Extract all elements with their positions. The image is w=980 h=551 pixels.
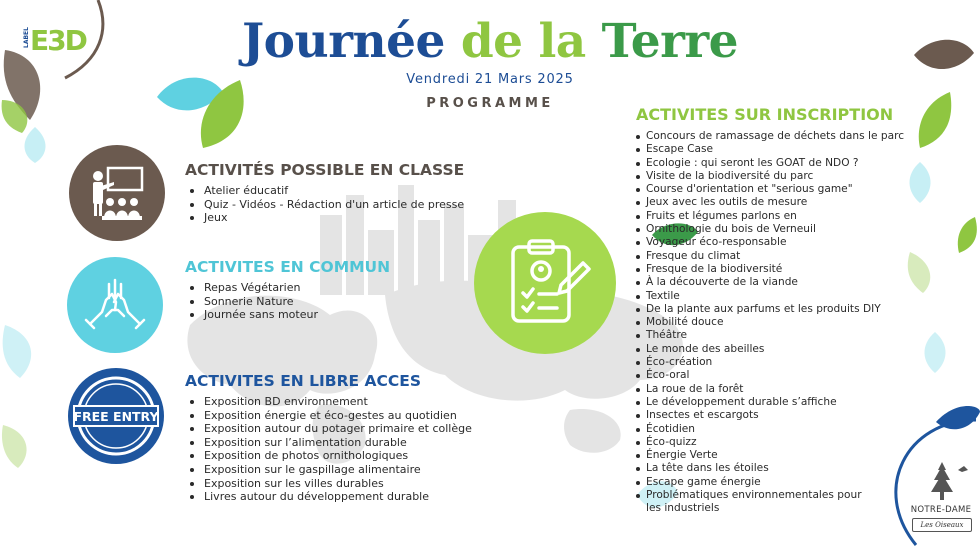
list-item: Théâtre <box>636 329 904 342</box>
list-item: Éco-quizz <box>636 436 904 449</box>
list-item: Textile <box>636 290 904 303</box>
programme-heading: PROGRAMME <box>426 96 554 111</box>
list-item: Exposition sur les villes durables <box>185 477 472 491</box>
title-journee: Journée <box>241 14 445 69</box>
list-item: Exposition énergie et éco-gestes au quotidien <box>185 409 472 423</box>
leaf-decoration-icon <box>955 215 980 255</box>
logo-mark-text: E3D <box>30 24 86 54</box>
list-item: Exposition autour du potager primaire et collège <box>185 422 472 436</box>
section-classe-title: ACTIVITÉS POSSIBLE EN CLASSE <box>185 161 465 179</box>
classroom-teacher-icon <box>86 162 148 224</box>
list-item: Écotidien <box>636 423 904 436</box>
list-item: Insectes et escargots <box>636 409 904 422</box>
list-item: Éco-création <box>636 356 904 369</box>
section-classe <box>185 161 464 225</box>
event-date: Vendredi 21 Mars 2025 <box>406 72 574 87</box>
list-item: Repas Végétarien <box>185 281 390 295</box>
list-item: Problématiques environnementales pour les industriels <box>636 489 878 516</box>
leaf-decoration-icon <box>905 250 935 295</box>
section-commun <box>185 258 390 322</box>
list-item: Jeux avec les outils de mesure <box>636 196 904 209</box>
section-libre-title: ACTIVITES EN LIBRE ACCES <box>185 372 422 390</box>
joined-hands-icon <box>82 272 148 338</box>
list-item: Exposition BD environnement <box>185 395 472 409</box>
list-item: Course d'orientation et "serious game" <box>636 183 904 196</box>
list-item: Escape Case <box>636 143 904 156</box>
section-inscription-list <box>636 130 904 516</box>
list-item: Fresque de la biodiversité <box>636 263 904 276</box>
list-item: Le développement durable s’affiche <box>636 396 904 409</box>
section-classe-list <box>185 184 464 225</box>
list-item: Exposition sur le gaspillage alimentaire <box>185 463 472 477</box>
list-item: Livres autour du développement durable <box>185 490 472 504</box>
title-terre: Terre <box>601 14 739 69</box>
list-item: Énergie Verte <box>636 449 904 462</box>
list-item: Jeux <box>185 211 464 225</box>
list-item: Escape game énergie <box>636 476 904 489</box>
clipboard-checklist-icon <box>495 233 595 333</box>
list-item: De la plante aux parfums et les produits DIY <box>636 303 904 316</box>
leaf-decoration-icon <box>0 420 35 470</box>
classroom-circle <box>69 145 165 241</box>
section-libre <box>185 372 472 504</box>
free-entry-stamp-icon <box>68 368 164 464</box>
list-item: Journée sans moteur <box>185 308 390 322</box>
list-item: Atelier éducatif <box>185 184 464 198</box>
free-entry-text: FREE ENTRY <box>73 409 159 424</box>
list-item: Visite de la biodiversité du parc <box>636 170 904 183</box>
leaf-decoration-icon <box>20 125 50 165</box>
list-item: Exposition de photos ornithologiques <box>185 449 472 463</box>
leaf-decoration-icon <box>0 320 40 380</box>
page-title <box>0 12 980 72</box>
list-item: Voyageur éco-responsable <box>636 236 904 249</box>
inscription-circle <box>474 212 616 354</box>
leaf-decoration-icon <box>905 160 935 205</box>
list-item: Exposition sur l’alimentation durable <box>185 436 472 450</box>
hands-circle <box>67 257 163 353</box>
logo-label-text: LABEL <box>23 27 30 48</box>
section-commun-list <box>185 281 390 322</box>
leaf-decoration-icon <box>920 330 950 375</box>
list-item: Fruits et légumes parlons en <box>636 210 904 223</box>
free-entry-circle <box>68 368 164 464</box>
list-item: Sonnerie Nature <box>185 295 390 309</box>
title-de-la: de la <box>460 14 586 69</box>
list-item: La tête dans les étoiles <box>636 462 904 475</box>
list-item: Éco-oral <box>636 369 904 382</box>
leaf-decoration-icon <box>195 80 250 150</box>
section-commun-title: ACTIVITES EN COMMUN <box>185 258 391 276</box>
section-libre-list <box>185 395 472 504</box>
list-item: À la découverte de la viande <box>636 276 904 289</box>
list-item: La roue de la forêt <box>636 383 904 396</box>
section-inscription-title: ACTIVITES SUR INSCRIPTION <box>636 105 894 124</box>
list-item: Ecologie : qui seront les GOAT de NDO ? <box>636 157 904 170</box>
list-item: Mobilité douce <box>636 316 904 329</box>
school-subtitle: Les Oiseaux <box>912 518 972 532</box>
list-item: Fresque du climat <box>636 250 904 263</box>
list-item: Quiz - Vidéos - Rédaction d'un article de presse <box>185 198 464 212</box>
list-item: Ornithologie du bois de Verneuil <box>636 223 904 236</box>
school-name: NOTRE-DAME <box>910 505 972 515</box>
list-item: Concours de ramassage de déchets dans le parc <box>636 130 904 143</box>
list-item: Le monde des abeilles <box>636 343 904 356</box>
section-inscription <box>636 105 904 516</box>
